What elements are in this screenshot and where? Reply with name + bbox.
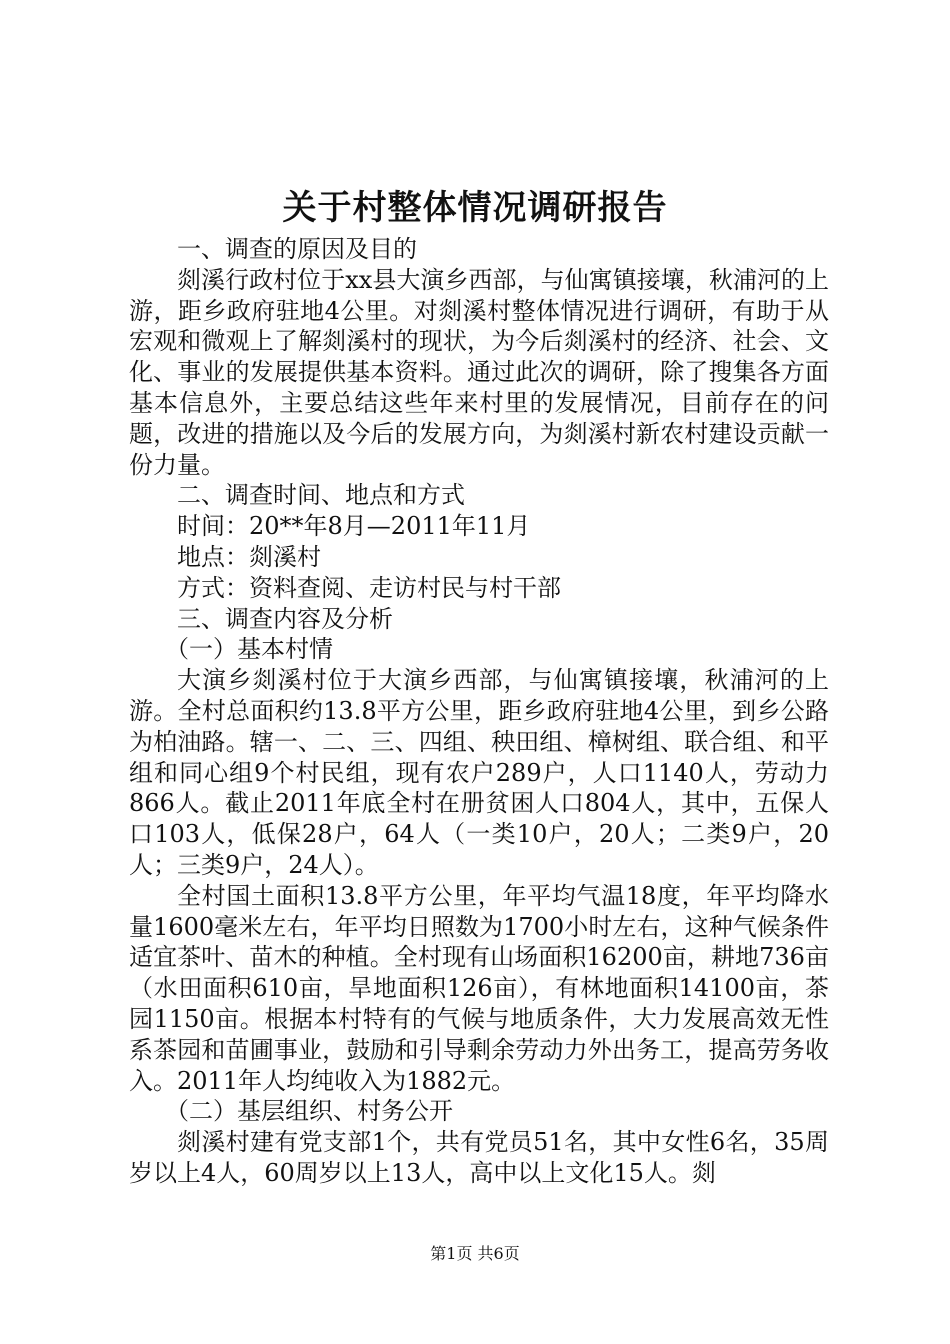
section-heading-3: 三、调查内容及分析	[177, 604, 393, 633]
paragraph-basic-info: 大演乡剡溪村位于大演乡西部，与仙寓镇接壤，秋浦河的上游。全村总面积约13.8平方公里，距乡政府驻地4公里，到乡公路为柏油路。辖一、二、三、四组、秧田组、樟树组、联合组、和平组和同心组9个村民组，现有农户289户，人口1140人，劳动力866人。截止2011年底全村在册贫困人口804人，其中，五保人口103人，低保28户，64人（一类10户，20人；二类9户，20人；三类9户，24人）。	[129, 666, 829, 879]
paragraph-land-climate: 全村国土面积13.8平方公里，年平均气温18度，年平均降水量1600毫米左右，年平均日照数为1700小时左右，这种气候条件适宜茶叶、苗木的种植。全村现有山场面积16200亩，耕地736亩（水田面积610亩，旱地面积126亩），有林地面积14100亩，茶园1150亩。根据本村特有的气候与地质条件，大力发展高效无性系茶园和苗圃事业，鼓励和引导剩余劳动力外出务工，提高劳务收入。2011年人均纯收入为1882元。	[129, 881, 829, 1095]
document-body	[129, 234, 829, 1189]
section-heading-2: 二、调查时间、地点和方式	[177, 481, 465, 510]
paragraph-purpose: 剡溪行政村位于xx县大演乡西部，与仙寓镇接壤，秋浦河的上游，距乡政府驻地4公里。对剡溪村整体情况进行调研，有助于从宏观和微观上了解剡溪村的现状，为今后剡溪村的经济、社会、文化、事业的发展提供基本资料。通过此次的调研，除了搜集各方面基本信息外，主要总结这些年来村里的发展情况，目前存在的问题，改进的措施以及今后的发展方向，为剡溪村新农村建设贡献一份力量。	[129, 265, 829, 479]
subsection-heading-1: （一）基本村情	[165, 635, 333, 664]
survey-location: 地点：剡溪村	[177, 542, 321, 571]
section-heading-1: 一、调查的原因及目的	[177, 235, 417, 263]
survey-time: 时间：20**年8月—2011年11月	[177, 512, 531, 541]
page-footer: 第1页 共6页	[430, 1244, 520, 1263]
paragraph-party-org: 剡溪村建有党支部1个，共有党员51名，其中女性6名，35周岁以上4人，60周岁以上13人，高中以上文化15人。剡	[129, 1128, 829, 1187]
document-title: 关于村整体情况调研报告	[282, 188, 668, 228]
survey-method: 方式：资料查阅、走访村民与村干部	[177, 573, 561, 602]
subsection-heading-2: （二）基层组织、村务公开	[165, 1097, 453, 1126]
